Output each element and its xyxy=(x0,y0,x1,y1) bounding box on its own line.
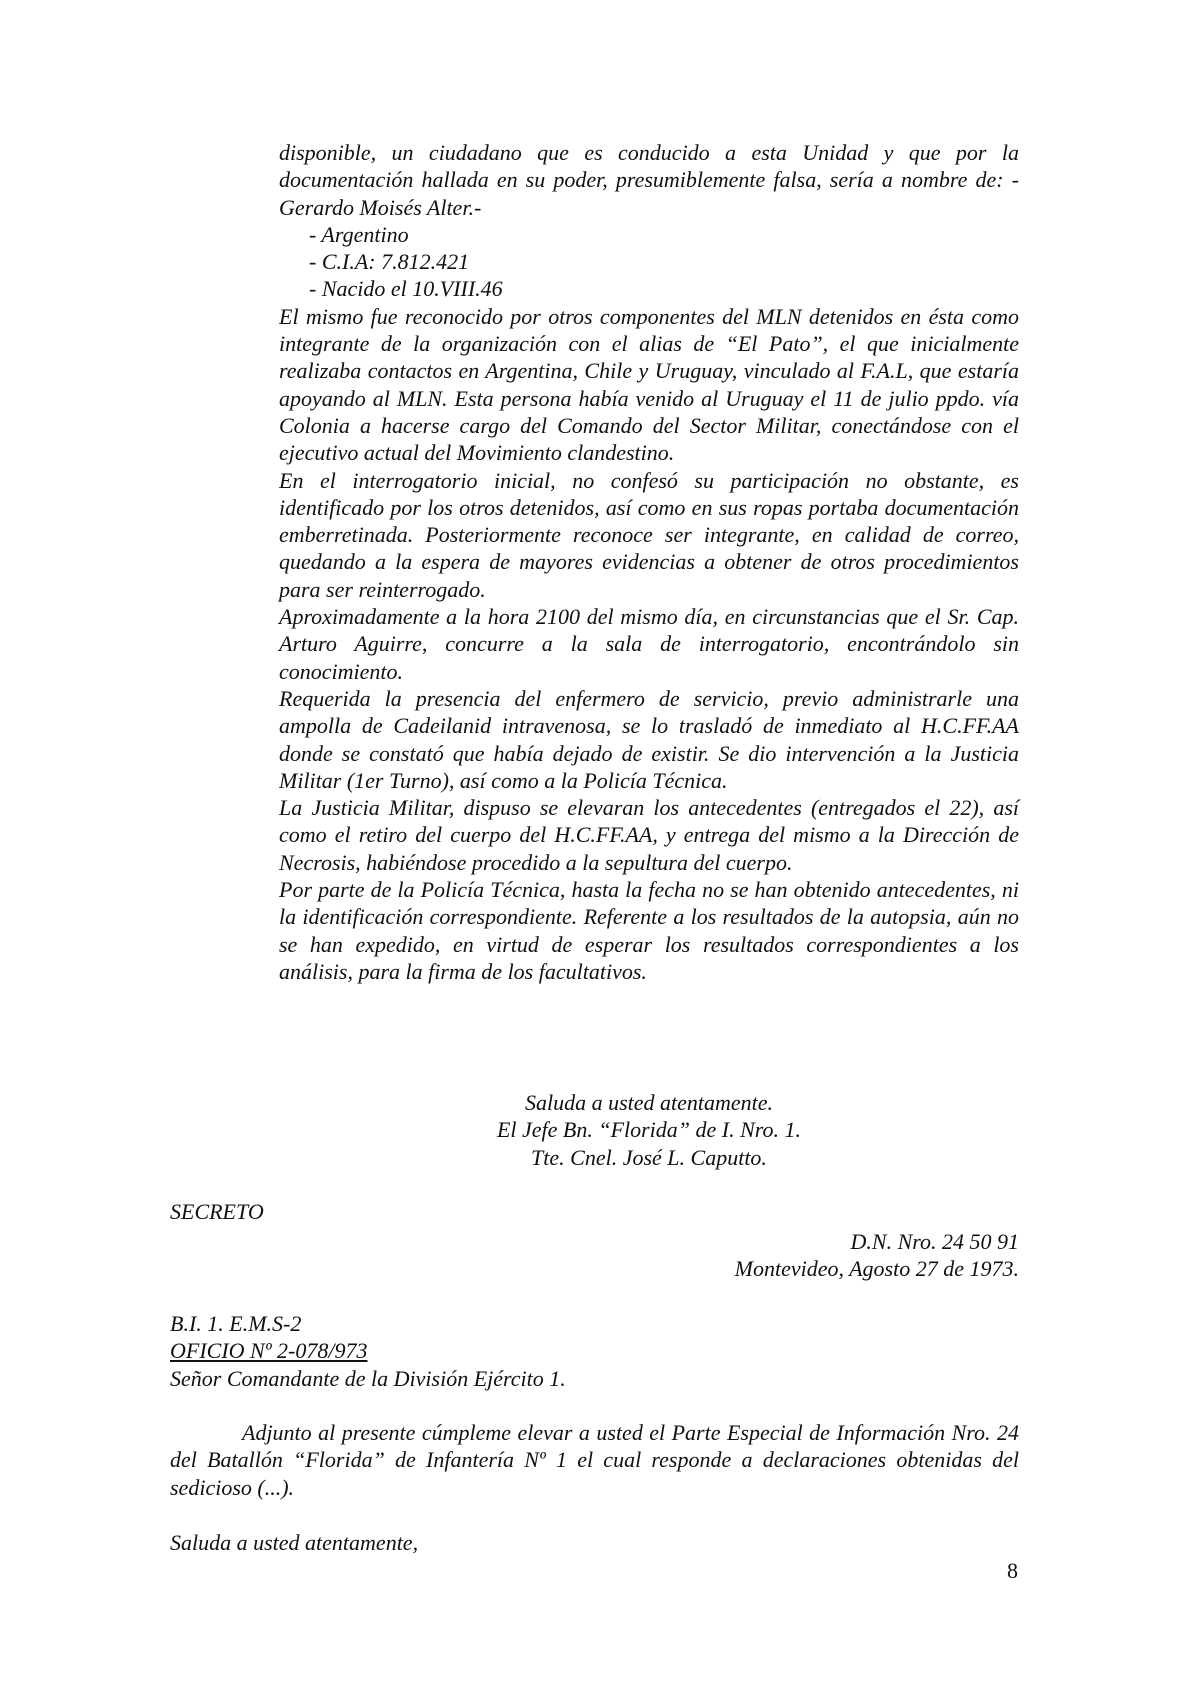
paragraph-technical-police: Por parte de la Policía Técnica, hasta la fecha no se han obtenido antecedentes, ni la identificación correspondiente. Referente a los resultados de la autopsia, aún no se han expedido, en virtud de esperar los resultados correspondientes a los análisis, para la firma de los facultativos. xyxy=(279,877,1019,984)
page-number: 8 xyxy=(1007,1558,1018,1583)
cover-letter-paragraph: Adjunto al presente cúmpleme elevar a usted el Parte Especial de Información Nro. 24 del Batallón “Florida” de Infantería Nº 1 el cual responde a declaraciones obtenidas del sedicioso (...). xyxy=(170,1420,1019,1500)
paragraph-interrogation: En el interrogatorio inicial, no confesó su participación no obstante, es identificado por los otros detenidos, así como en sus ropas portaba documentación emberretinada. Posteriormente reconoce ser integrante, en calidad de correo, quedando a la espera de mayores evidencias a obtener de otros procedimientos para ser reinterrogado. xyxy=(279,467,1019,602)
detail-birth-date: - Nacido el 10.VIII.46 xyxy=(309,276,503,302)
signature-title: El Jefe Bn. “Florida” de I. Nro. 1. xyxy=(496,1117,802,1143)
classification-label: SECRETO xyxy=(170,1199,264,1224)
paragraph-hospital: Requerida la presencia del enfermero de servicio, previo administrarle una ampolla de Cadeilanid intravenosa, se lo trasladó de inmediato al H.C.FF.AA donde se constató que había dejado de existir. Se dio intervención a la Justicia Militar (1er Turno), así como a la Policía Técnica. xyxy=(279,685,1019,793)
intro-paragraph: disponible, un ciudadano que es conducido a esta Unidad y que por la documentación hallada en su poder, presumiblemente falsa, sería a nombre de: - Gerardo Moisés Alter.- xyxy=(279,140,1019,220)
paragraph-recognition: El mismo fue reconocido por otros componentes del MLN detenidos en ésta como integrante de la organización con el alias de “El Pato”, el que inicialmente realizaba contactos en Argentina, Chile y Uruguay, vinculado al F.A.L, que estaría apoyando al MLN. Esta persona había venido al Uruguay el 11 de julio ppdo. vía Colonia a hacerse cargo del Comando del Sector Militar, conectándose con el ejecutivo actual del Movimiento clandestino. xyxy=(279,303,1019,466)
signature-greeting: Saluda a usted atentamente. xyxy=(524,1090,774,1115)
dn-header xyxy=(735,1228,1019,1283)
paragraph-military-justice: La Justicia Militar, dispuso se elevaran los antecedentes (entregados el 22), así como el retiro del cuerpo del H.C.FF.AA, y entrega del mismo a la Dirección de Necrosis, habiéndose procedido a la sepultura del cuerpo. xyxy=(279,795,1019,875)
unit-code: B.I. 1. E.M.S-2 xyxy=(170,1311,302,1336)
detail-id-card: - C.I.A: 7.812.421 xyxy=(309,249,470,275)
signature-name: Tte. Cnel. José L. Caputto. xyxy=(531,1144,767,1170)
detainee-details xyxy=(279,221,1019,303)
paragraph-unconscious: Aproximadamente a la hora 2100 del mismo día, en circunstancias que el Sr. Cap. Arturo Aguirre, concurre a la sala de interrogatorio, encontrándolo sin conocimiento. xyxy=(279,604,1019,684)
closing-salutation: Saluda a usted atentamente, xyxy=(170,1530,419,1555)
reference-block xyxy=(170,1310,566,1392)
signature-block xyxy=(279,1089,1019,1171)
addressee: Señor Comandante de la División Ejército 1. xyxy=(170,1365,566,1391)
report-body xyxy=(279,139,1019,985)
place-date: Montevideo, Agosto 27 de 1973. xyxy=(734,1256,1019,1282)
oficio-number: OFICIO Nº 2-078/973 xyxy=(170,1338,368,1364)
detail-nationality: - Argentino xyxy=(309,221,409,247)
dn-number: D.N. Nro. 24 50 91 xyxy=(850,1229,1019,1254)
